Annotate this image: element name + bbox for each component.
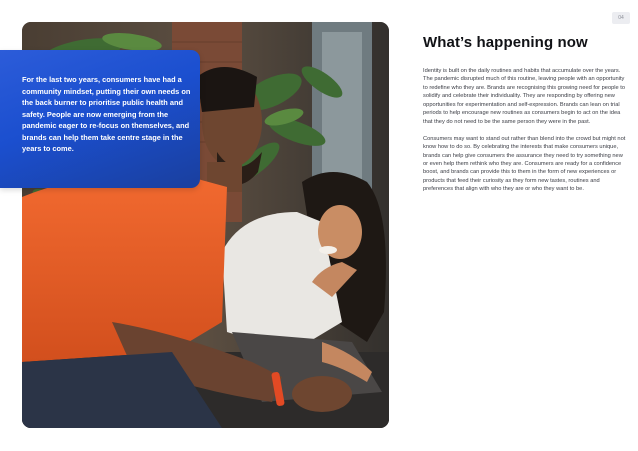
article-paragraph-1: Identity is built on the daily routines and habits that accumulate over the years. The pandemic disrupted much of this routine, leaving people with an opportunity to redefine who they are. Brands are recognising this growing need for people to solidify and celebrate their individuality. They are responding by offering new opportunities for experimentation and self-expression. Brands can lean on trial periods to help encourage new routines as consumers begin to act on the idea that they do not need to be the same person they were in the past. — [423, 68, 626, 125]
section-heading: What’s happening now — [423, 34, 588, 51]
page-number: 04 — [612, 12, 630, 24]
callout-box — [0, 50, 200, 188]
callout-text: For the last two years, consumers have had a community mindset, putting their own needs on the back burner to prioritise public health and safety. People are now emerging from the pandemic eager to re-focus on themselves, and brands can help them take centre stage in the years to come. — [22, 75, 191, 153]
article-body — [423, 67, 628, 202]
article-paragraph-2: Consumers may want to stand out rather than blend into the crowd but might not know how to do so. By celebrating the interests that make consumers unique, brands can help give consumers the assurance they need to try something new or even help them rethink who they are. Consumers are ready for a confidence boost, and brands can provide this to them in the form of new experiences or products that feed their curiosity as they form new tastes, routines and preferences that align with who they are or who they want to be. — [423, 135, 626, 193]
